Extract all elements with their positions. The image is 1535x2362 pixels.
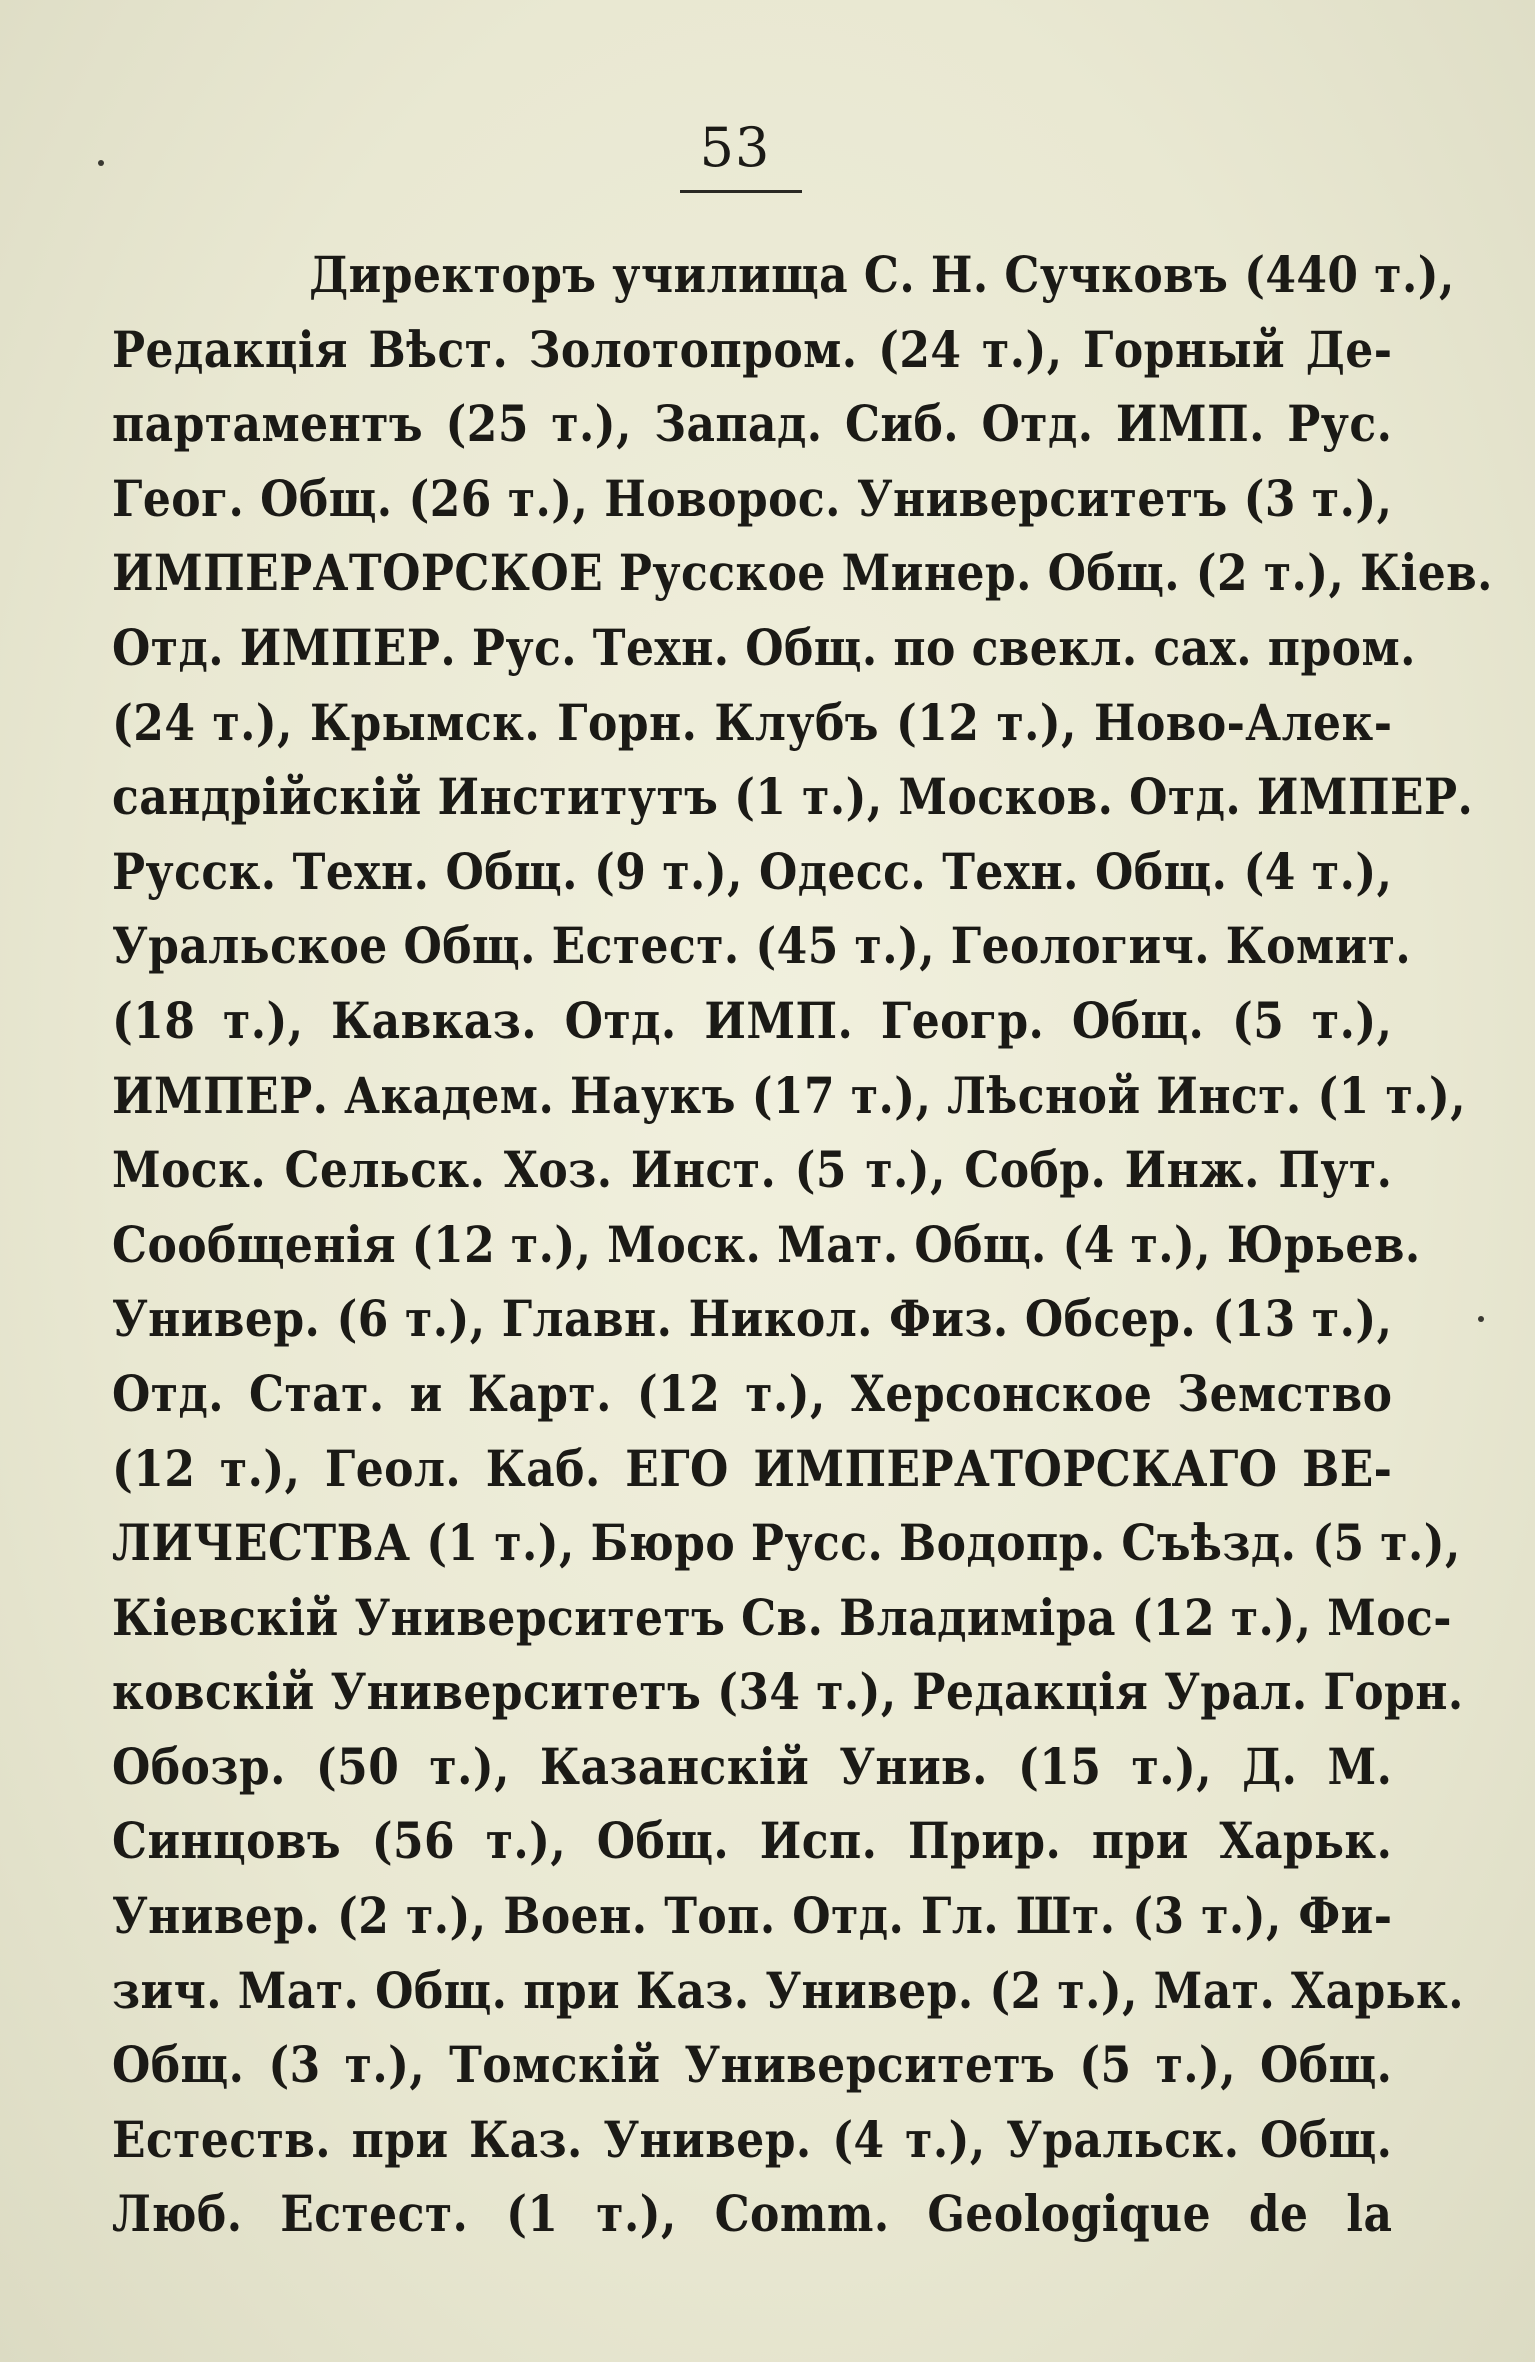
- text-line: Моск. Сельск. Хоз. Инст. (5 т.), Собр. Инж. Пут.: [112, 1140, 1393, 1200]
- text-line: ЛИЧЕСТВА (1 т.), Бюро Русс. Водопр. Съѣзд. (5 т.),: [112, 1513, 1461, 1573]
- page-number-rule: [680, 190, 802, 193]
- page-number: 53: [699, 116, 771, 179]
- text-line: Люб. Естест. (1 т.), Comm. Geologique de la: [112, 2184, 1393, 2244]
- text-line: Редакція Вѣст. Золотопром. (24 т.), Горный Де-: [112, 319, 1393, 379]
- text-line: (24 т.), Крымск. Горн. Клубъ (12 т.), Ново-Алек-: [112, 692, 1393, 752]
- text-line: Геог. Общ. (26 т.), Новорос. Университетъ (3 т.),: [112, 468, 1393, 528]
- text-line: Кiевскiй Университетъ Св. Владимiра (12 т.), Мос-: [112, 1587, 1452, 1647]
- text-line: зич. Мат. Общ. при Каз. Универ. (2 т.), Мат. Харьк.: [112, 1960, 1465, 2020]
- text-line: [112, 238, 1455, 313]
- text-line: ковскiй Университетъ (34 т.), Редакцiя Урал. Горн.: [112, 1662, 1464, 1722]
- text-line: (18 т.), Кавказ. Отд. ИМП. Геогр. Общ. (5 т.),: [112, 990, 1393, 1050]
- text-line-content: Директоръ училища С. Н. Сучковъ (440 т.),: [309, 245, 1455, 304]
- text-line: партаментъ (25 т.), Запад. Сиб. Отд. ИМП. Рус.: [112, 394, 1393, 454]
- text-line: Общ. (3 т.), Томскiй Университетъ (5 т.), Общ.: [112, 2035, 1393, 2095]
- text-line: Уральское Общ. Естест. (45 т.), Геологич. Комит.: [112, 916, 1412, 976]
- text-line: Сообщенiя (12 т.), Моск. Мат. Общ. (4 т.), Юрьев.: [112, 1214, 1421, 1274]
- body-text: [112, 238, 1493, 2252]
- text-line: Синцовъ (56 т.), Общ. Исп. Прир. при Харьк.: [112, 1811, 1393, 1871]
- text-line: Универ. (6 т.), Главн. Никол. Физ. Обсер. (13 т.),: [112, 1289, 1393, 1349]
- text-line: Естеств. при Каз. Универ. (4 т.), Уральск. Общ.: [112, 2109, 1393, 2169]
- text-line: ИМПЕР. Академ. Наукъ (17 т.), Лѣсной Инст. (1 т.),: [112, 1065, 1466, 1125]
- text-line: (12 т.), Геол. Каб. ЕГО ИМПЕРАТОРСКАГО ВЕ-: [112, 1438, 1393, 1498]
- text-line: Отд. ИМПЕР. Рус. Техн. Общ. по свекл. сах. пром.: [112, 617, 1416, 677]
- text-line: ИМПЕРАТОРСКОЕ Русское Минер. Общ. (2 т.), Кiев.: [112, 543, 1493, 603]
- text-line: Русск. Техн. Общ. (9 т.), Одесс. Техн. Общ. (4 т.),: [112, 841, 1393, 901]
- text-line: Обозр. (50 т.), Казанскiй Унив. (15 т.), Д. М.: [112, 1736, 1393, 1796]
- text-line: Универ. (2 т.), Воен. Топ. Отд. Гл. Шт. (3 т.), Фи-: [112, 1886, 1393, 1946]
- ink-speck: [1478, 1316, 1484, 1322]
- ink-speck: [98, 160, 104, 166]
- text-line: Отд. Стат. и Карт. (12 т.), Херсонское Земство: [112, 1363, 1393, 1423]
- text-line: сандрiйскiй Институтъ (1 т.), Москов. Отд. ИМПЕР.: [112, 767, 1474, 827]
